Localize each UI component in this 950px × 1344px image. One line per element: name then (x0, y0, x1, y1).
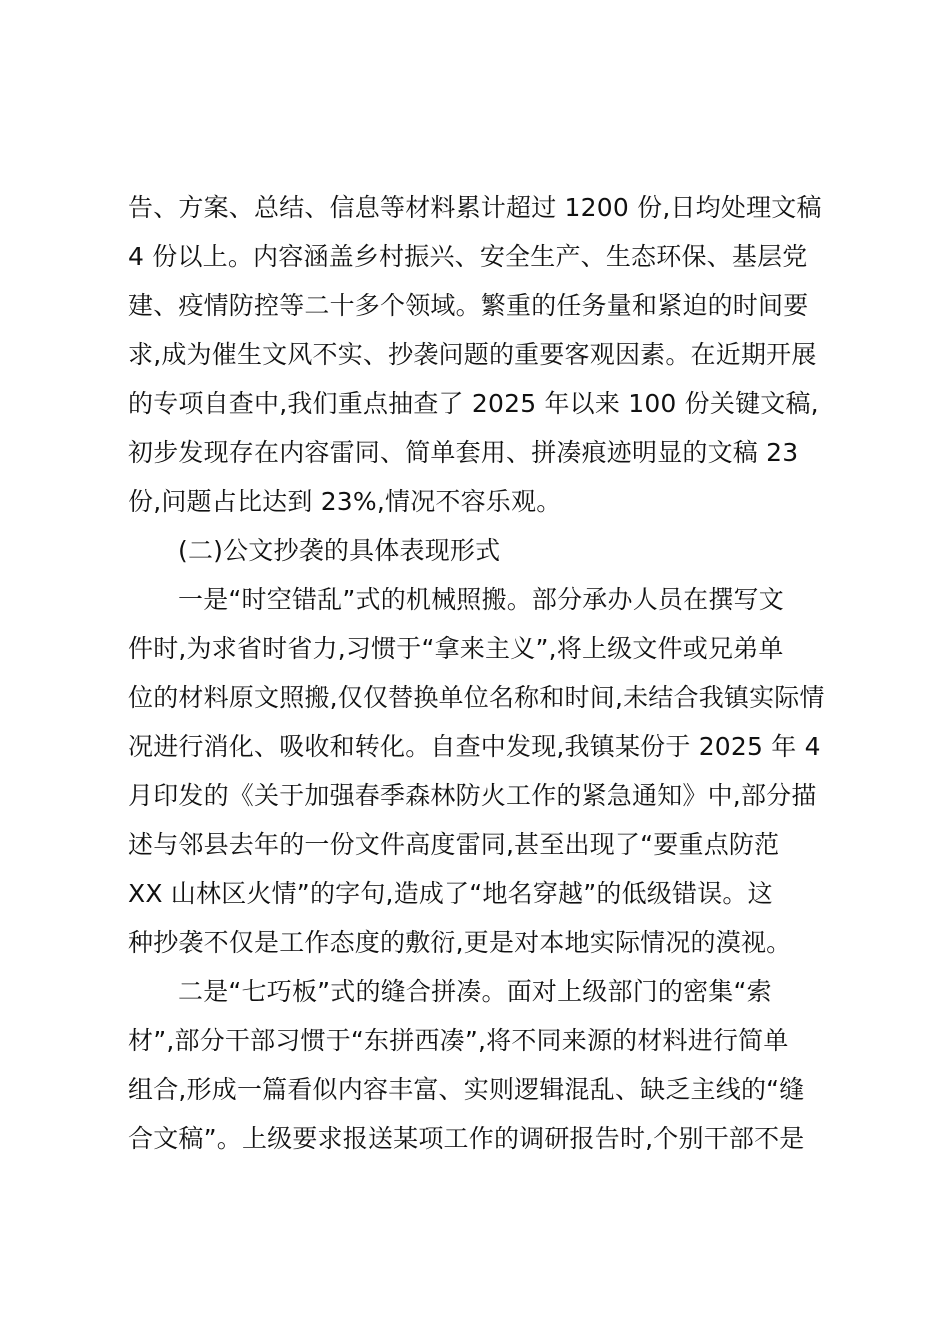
text-line: 建、疫情防控等二十多个领域。繁重的任务量和紧迫的时间要 (128, 291, 809, 320)
text-line: 求,成为催生文风不实、抄袭问题的重要客观因素。在近期开展 (128, 340, 817, 369)
text-line: 材”,部分干部习惯于“东拼西凑”,将不同来源的材料进行简单 (128, 1026, 789, 1055)
paragraph (128, 967, 834, 1163)
text-line: 月印发的《关于加强春季森林防火工作的紧急通知》中,部分描 (128, 781, 817, 810)
text-line: 初步发现存在内容雷同、简单套用、拼凑痕迹明显的文稿 23 (128, 438, 799, 467)
text-line: 合文稿”。上级要求报送某项工作的调研报告时,个别干部不是 (128, 1124, 805, 1153)
text-line: 二是“七巧板”式的缝合拼凑。面对上级部门的密集“索 (178, 977, 772, 1006)
text-line: 的专项自查中,我们重点抽查了 2025 年以来 100 份关键文稿, (128, 389, 819, 418)
text-line: 组合,形成一篇看似内容丰富、实则逻辑混乱、缺乏主线的“缝 (128, 1075, 805, 1104)
text-line: 况进行消化、吸收和转化。自查中发现,我镇某份于 2025 年 4 (128, 732, 821, 761)
text-line: 告、方案、总结、信息等材料累计超过 1200 份,日均处理文稿 (128, 193, 822, 222)
text-line: 4 份以上。内容涵盖乡村振兴、安全生产、生态环保、基层党 (128, 242, 808, 271)
text-line: 份,问题占比达到 23%,情况不容乐观。 (128, 487, 562, 516)
text-line: XX 山林区火情”的字句,造成了“地名穿越”的低级错误。这 (128, 879, 773, 908)
text-line: 位的材料原文照搬,仅仅替换单位名称和时间,未结合我镇实际情 (128, 683, 825, 712)
text-line: 述与邻县去年的一份文件高度雷同,甚至出现了“要重点防范 (128, 830, 780, 859)
text-line: 种抄袭不仅是工作态度的敷衍,更是对本地实际情况的漠视。 (128, 928, 792, 957)
section-heading (128, 526, 834, 575)
text-line: (二)公文抄袭的具体表现形式 (178, 536, 501, 565)
text-line: 件时,为求省时省力,习惯于“拿来主义”,将上级文件或兄弟单 (128, 634, 784, 663)
document-body (128, 183, 834, 1163)
text-line: 一是“时空错乱”式的机械照搬。部分承办人员在撰写文 (178, 585, 784, 614)
paragraph (128, 183, 834, 526)
paragraph (128, 575, 834, 967)
